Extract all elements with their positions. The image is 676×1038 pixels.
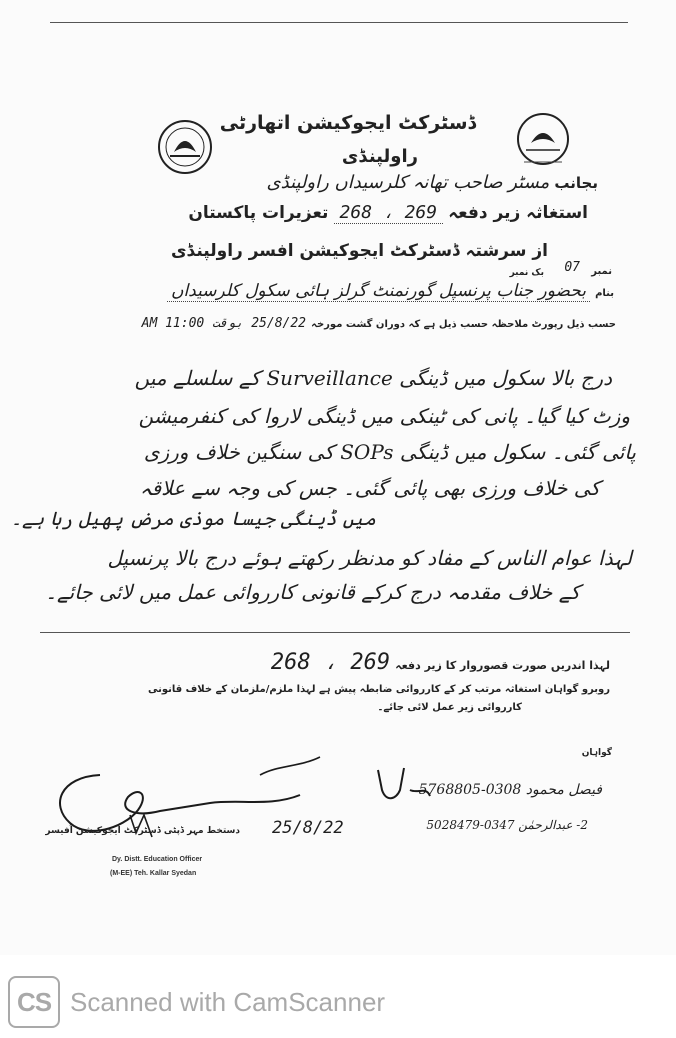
signature-date: 25/8/22 <box>272 818 344 838</box>
office-name: ڈسٹرکٹ ایجوکیشن اتھارٹی <box>219 112 476 134</box>
school-label: بنام <box>595 288 614 299</box>
notice-handwritten: 25/8/22 بوقت 11:00 AM <box>141 316 307 331</box>
camscanner-text: Scanned with CamScanner <box>70 986 386 1017</box>
conclusion-line-3: کارروائی زیر عمل لائی جائے۔ <box>377 702 522 713</box>
witnesses-heading: گواہان <box>581 748 612 758</box>
addressee-line <box>267 172 598 193</box>
report-line: کی خلاف ورزی بھی پائی گئی۔ جس کی وجہ سے علاقہ <box>139 476 600 500</box>
witness-2: 2- عبدالرحمٰن 0347-5028479 <box>426 818 588 832</box>
school-value: بحضور جناب پرنسپل گورنمنٹ گرلز ہائی سکول کلرسیداں <box>167 281 590 302</box>
subject-law: تعزیرات پاکستان <box>188 203 329 223</box>
top-rule <box>50 22 628 23</box>
office-city: راولپنڈی <box>341 146 418 167</box>
report-line: میں ڈینگی جیسا موذی مرض پھیل رہا ہے۔ <box>10 508 376 530</box>
officer-urdu-title: دستخط مہر ڈپٹی ڈسٹرکٹ ایجوکیشن آفیسر <box>45 826 240 836</box>
officer-signature <box>40 745 340 855</box>
report-line: درج بالا سکول میں ڈینگی Surveillance کے سلسلے میں <box>134 366 612 390</box>
officer-english-title: Dy. Distt. Education Officer <box>112 856 203 863</box>
report-underline <box>40 632 630 633</box>
education-authority-emblem-icon <box>514 110 572 168</box>
witness-signature <box>370 760 440 810</box>
camscanner-logo-icon: CS <box>8 976 60 1028</box>
witness-1: فیصل محمود 0308-5768805 <box>418 782 602 798</box>
number-value: 07 <box>564 260 580 275</box>
notice-printed: حسب ذیل رپورٹ ملاحظہ حسب ذیل ہے کہ دوران گشت مورخہ <box>311 319 616 330</box>
conclusion-line-1 <box>271 650 610 675</box>
conclusion-sections: 269 ، 268 <box>270 650 391 675</box>
conclusion-line-2: روبرو گواہان استغاثہ مرتب کر کے کارروائی ضابطہ پیش ہے لہذا ملزم/ملزمان کے خلاف قانونی <box>147 684 610 695</box>
number-label: نمبر <box>591 266 612 277</box>
from-line: از سرشتہ ڈسٹرکٹ ایجوکیشن افسر راولپنڈی <box>170 241 548 261</box>
punjab-emblem-icon <box>156 118 214 176</box>
subject-line <box>188 202 588 223</box>
addressee-prefix: بجانب <box>554 174 598 192</box>
notice-line <box>142 312 616 331</box>
conclusion-printed: لہذا اندریں صورت قصوروار کا زیر دفعہ <box>395 659 610 672</box>
report-line: کے خلاف مقدمہ درج کرکے قانونی کارروائی عمل میں لائی جائے۔ <box>45 580 580 604</box>
subject-sections: 269 ، 268 <box>334 202 444 224</box>
school-line <box>167 280 614 301</box>
addressee-text: مسٹر صاحب تھانہ کلرسیداں راولپنڈی <box>266 172 550 193</box>
report-line: وزٹ کیا گیا۔ پانی کی ٹینکی میں ڈینگی لاروا کی کنفرمیشن <box>138 404 630 428</box>
subject-label: استغاثہ زیر دفعہ <box>448 203 588 223</box>
book-number-label: بک نمبر <box>509 268 544 278</box>
report-line: پائی گئی۔ سکول میں ڈینگی SOPs کی سنگین خلاف ورزی <box>143 440 636 464</box>
camscanner-footer <box>8 975 385 1029</box>
officer-english-subtitle: (M-EE) Teh. Kallar Syedan <box>110 870 197 877</box>
report-line: لہذا عوام الناس کے مفاد کو مدنظر رکھتے ہوئے درج بالا پرنسپل <box>107 546 632 570</box>
